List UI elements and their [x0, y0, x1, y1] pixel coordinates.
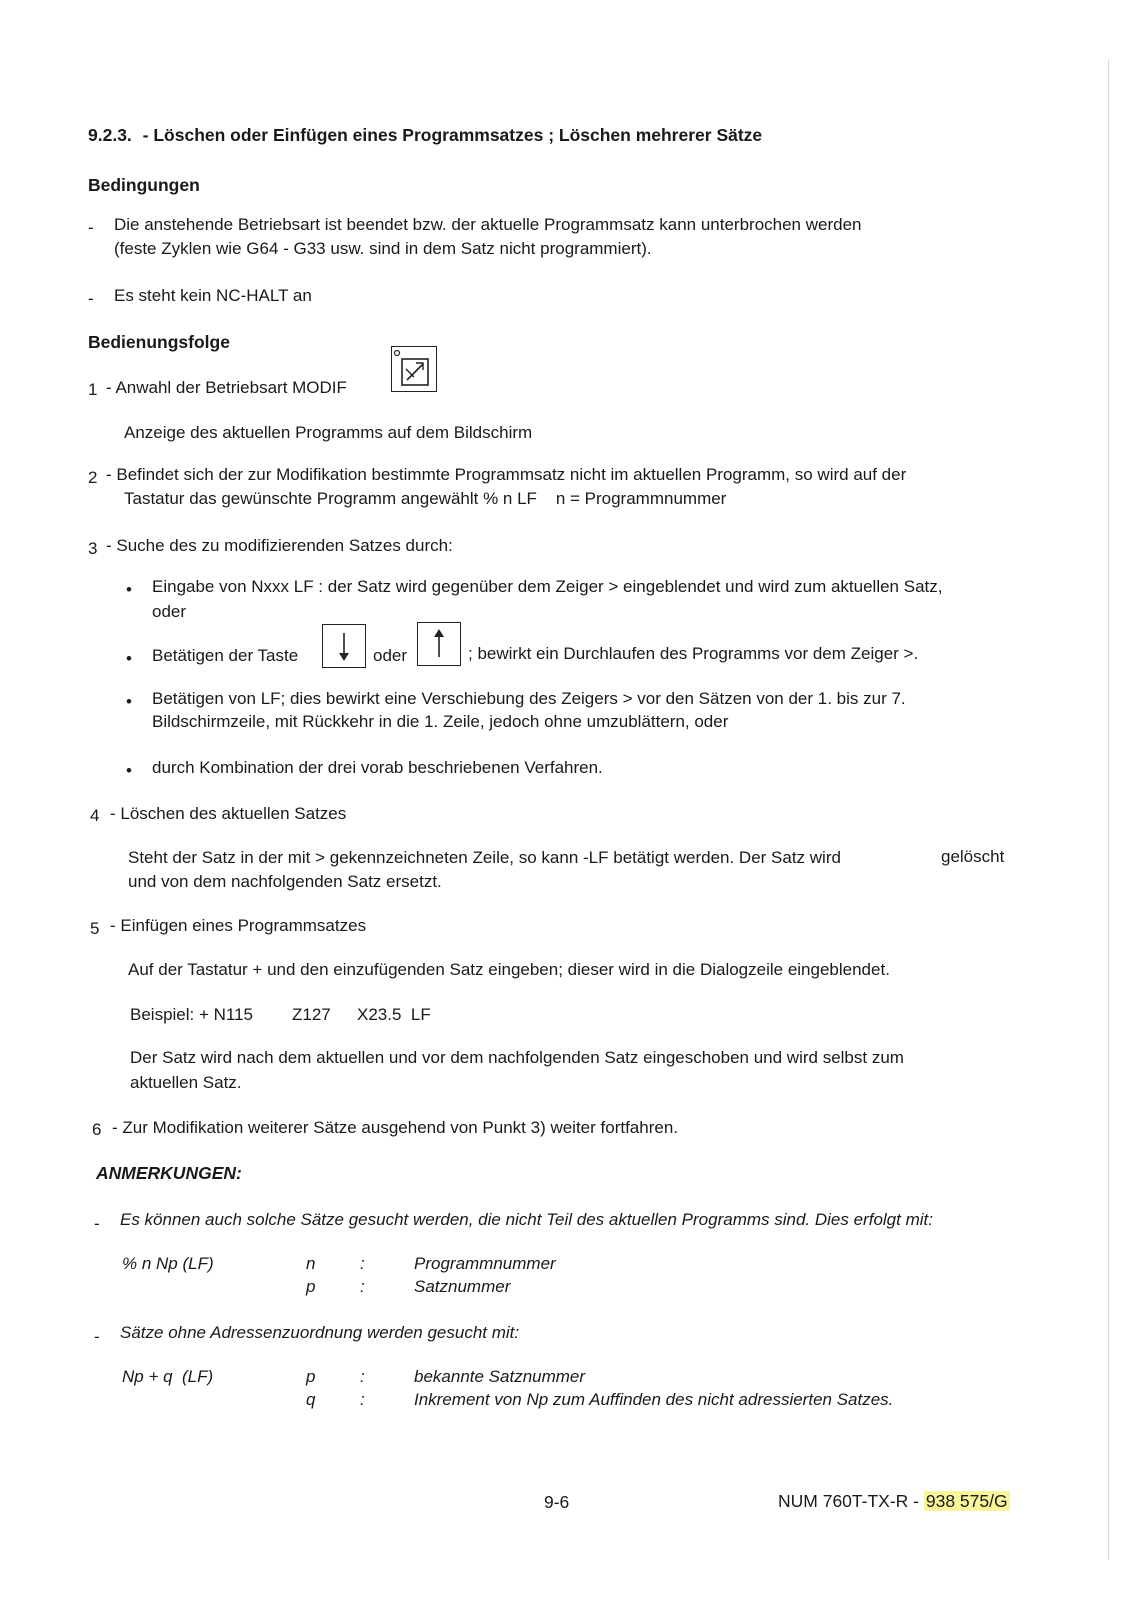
conditions-heading: Bedingungen: [88, 175, 200, 195]
bullet-2-mid: oder: [373, 646, 408, 665]
condition-2-line1: Es steht kein NC-HALT an: [114, 286, 312, 305]
bullet-2: •: [126, 649, 132, 668]
note-2-text: Sätze ohne Adressenzuordnung werden gesucht mit:: [120, 1323, 520, 1342]
condition-dash-2: -: [88, 289, 94, 308]
note-1-desc-p: Satznummer: [414, 1277, 511, 1296]
step-3-number: 3: [88, 539, 98, 558]
note-2-sep-p: :: [360, 1367, 365, 1386]
step-6-text: - Zur Modifikation weiterer Sätze ausgehend von Punkt 3) weiter fortfahren.: [112, 1118, 679, 1137]
bullet-4-text: durch Kombination der drei vorab beschriebenen Verfahren.: [152, 758, 603, 777]
arrow-down-key-icon: [322, 624, 366, 668]
bullet-3-line2: Bildschirmzeile, mit Rückkehr in die 1. Zeile, jedoch ohne umzublättern, oder: [152, 712, 729, 731]
bullet-3: •: [126, 692, 132, 711]
procedure-heading: Bedienungsfolge: [88, 332, 230, 352]
note-2-sym-q: q: [306, 1390, 316, 1409]
modif-key-icon: [391, 346, 437, 392]
step-4-line1-end: gelöscht: [941, 847, 1005, 866]
document-id: [778, 1490, 1010, 1513]
step-5-number: 5: [90, 919, 100, 938]
step-5-line3: Der Satz wird nach dem aktuellen und vor dem nachfolgenden Satz eingeschoben und wird selbst zum: [130, 1048, 904, 1067]
step-5-line4: aktuellen Satz.: [130, 1073, 242, 1092]
note-2-desc-q: Inkrement von Np zum Auffinden des nicht adressierten Satzes.: [414, 1390, 894, 1409]
step-4-line2: und von dem nachfolgenden Satz ersetzt.: [128, 872, 442, 891]
document-code: 938 575/G: [925, 1491, 1008, 1511]
condition-1-line1: Die anstehende Betriebsart ist beendet bzw. der aktuelle Programmsatz kann unterbrochen werden: [114, 215, 862, 234]
step-2-number: 2: [88, 468, 98, 487]
step-5-text: - Einfügen eines Programmsatzes: [110, 916, 367, 935]
step-4-line1: Steht der Satz in der mit > gekennzeichneten Zeile, so kann -LF betätigt werden. Der Satz wird: [128, 848, 841, 867]
note-2-sym-p: p: [306, 1367, 316, 1386]
step-5-line1: Auf der Tastatur + und den einzufügenden Satz eingeben; dieser wird in die Dialogzeile eingeblendet.: [128, 960, 890, 979]
step-4-number: 4: [90, 806, 100, 825]
step-1-text: - Anwahl der Betriebsart MODIF: [106, 378, 347, 397]
step-2-line1: - Befindet sich der zur Modifikation bestimmte Programmsatz nicht im aktuellen Programm, so wird auf der: [106, 465, 907, 484]
bullet-1-line2: oder: [152, 602, 187, 621]
document-name: NUM 760T-TX-R -: [778, 1491, 919, 1511]
bullet-1-line1: Eingabe von Nxxx LF : der Satz wird gegenüber dem Zeiger > eingeblendet und wird zum aktuellen Satz,: [152, 577, 943, 596]
scan-edge-line: [1108, 60, 1109, 1560]
step-4-text: - Löschen des aktuellen Satzes: [110, 804, 347, 823]
note-1-sep-p: :: [360, 1277, 365, 1296]
notes-heading: ANMERKUNGEN:: [96, 1163, 242, 1183]
example-label: Beispiel: + N115: [130, 1005, 254, 1024]
arrow-up-key-icon: [417, 622, 461, 666]
section-heading: [88, 124, 762, 147]
note-1-sym-p: p: [306, 1277, 316, 1296]
step-1-detail: Anzeige des aktuellen Programms auf dem Bildschirm: [124, 423, 533, 442]
note-1-text: Es können auch solche Sätze gesucht werden, die nicht Teil des aktuellen Programms sind. Dies erfolgt mit:: [120, 1210, 933, 1229]
section-title: - Löschen oder Einfügen eines Programmsatzes ; Löschen mehrerer Sätze: [142, 125, 763, 145]
step-3-text: - Suche des zu modifizierenden Satzes durch:: [106, 536, 453, 555]
step-2-line2: Tastatur das gewünschte Programm angewählt % n LF n = Programmnummer: [124, 489, 727, 508]
example-z: Z127: [292, 1005, 331, 1024]
page-number: 9-6: [544, 1492, 570, 1512]
note-1-sym-n: n: [306, 1254, 316, 1273]
bullet-2-pre: Betätigen der Taste: [152, 646, 299, 665]
section-number: 9.2.3.: [88, 125, 132, 145]
bullet-1: •: [126, 580, 132, 599]
note-1-sep-n: :: [360, 1254, 365, 1273]
note-1-desc-n: Programmnummer: [414, 1254, 556, 1273]
step-1-number: 1: [88, 380, 98, 399]
step-6-number: 6: [92, 1120, 102, 1139]
note-2-sep-q: :: [360, 1390, 365, 1409]
condition-dash-1: -: [88, 218, 94, 237]
note-2-syntax: Np + q (LF): [122, 1367, 214, 1386]
note-1-dash: -: [94, 1214, 100, 1233]
note-2-dash: -: [94, 1327, 100, 1346]
example-x: X23.5 LF: [357, 1005, 431, 1024]
bullet-2-post: ; bewirkt ein Durchlaufen des Programms vor dem Zeiger >.: [468, 644, 919, 663]
note-1-syntax: % n Np (LF): [122, 1254, 214, 1273]
note-2-desc-p: bekannte Satznummer: [414, 1367, 586, 1386]
condition-1-line2: (feste Zyklen wie G64 - G33 usw. sind in dem Satz nicht programmiert).: [114, 239, 652, 258]
bullet-3-line1: Betätigen von LF; dies bewirkt eine Verschiebung des Zeigers > vor den Sätzen von der 1. bis zur 7.: [152, 689, 906, 708]
bullet-4: •: [126, 761, 132, 780]
